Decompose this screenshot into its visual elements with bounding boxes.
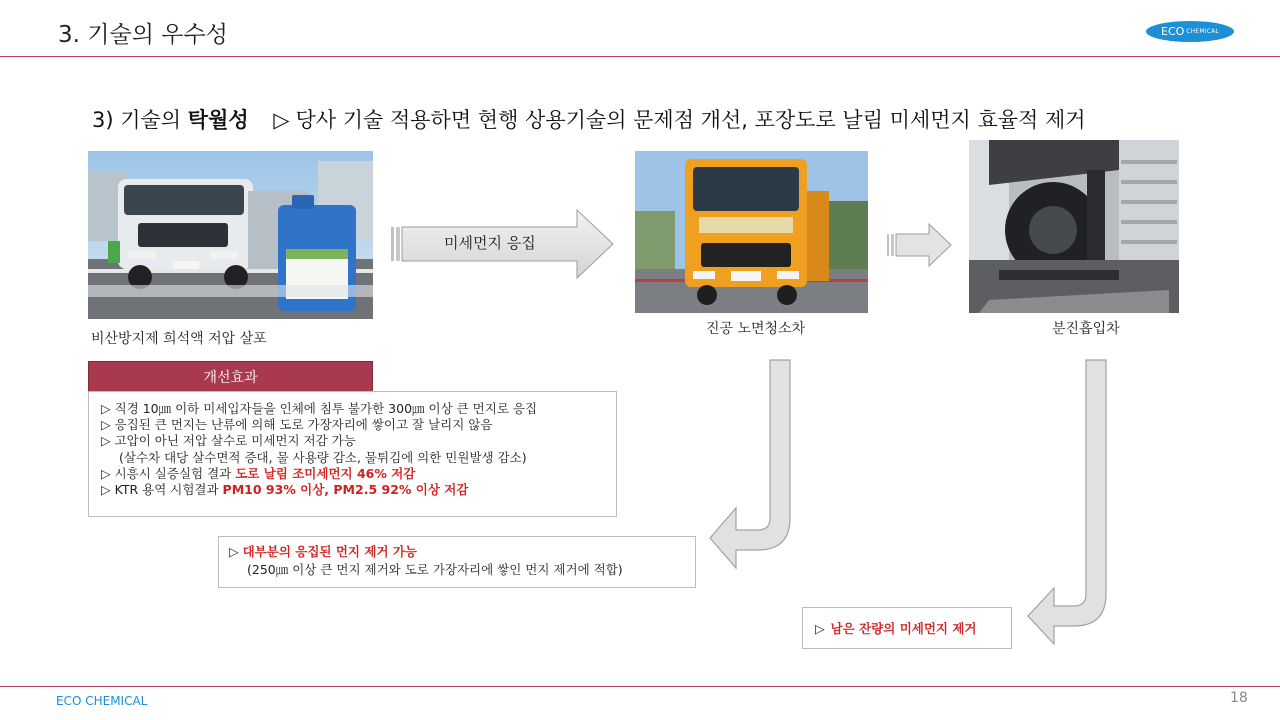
triangle-marker-icon: ▷ [101, 433, 111, 449]
page-number: 18 [1230, 690, 1248, 706]
section-subtitle [92, 104, 1086, 134]
effect-item [101, 433, 606, 449]
triangle-marker-icon: ▷ [101, 401, 111, 416]
header-divider [0, 56, 1280, 57]
curved-arrow-to-result2 [1026, 358, 1110, 650]
triangle-marker-icon: ▷ [101, 417, 111, 433]
step2-caption: 진공 노면청소차 [706, 321, 806, 337]
vacuum-sweeper-photo [635, 151, 868, 313]
footer-divider [0, 686, 1280, 687]
triangle-marker-icon: ▷ [273, 108, 290, 132]
effect-item [101, 401, 606, 417]
result1-line [229, 543, 685, 561]
aggregation-arrow-label: 미세먼지 응집 [444, 234, 536, 252]
triangle-marker-icon: ▷ [101, 465, 111, 481]
subtitle-bold: 탁월성 [187, 108, 249, 132]
page-title: 3. 기술의 우수성 [58, 22, 228, 48]
effect-item [101, 450, 606, 466]
result1-highlight: 대부분의 응집된 먼지 제거 가능 [242, 544, 417, 559]
subtitle-text: 당사 기술 적용하면 현행 상용기술의 문제점 개선, 포장도로 날림 미세먼지 효율적 제거 [295, 108, 1086, 132]
triangle-marker-icon: ▷ [229, 544, 239, 559]
effect-item [101, 417, 606, 433]
effects-header: 개선효과 [88, 361, 373, 392]
result-box-sweeper [218, 536, 696, 588]
effect-item-text: 응집된 큰 먼지는 난류에 의해 도로 가장자리에 쌓이고 잘 날리지 않음 [114, 417, 493, 433]
dust-suction-truck-photo [969, 140, 1179, 313]
logo-main-text: ECO [1161, 25, 1185, 38]
effect-item-highlight: 도로 날림 조미세먼지 46% 저감 [235, 465, 416, 481]
step1-caption: 비산방지제 희석액 저압 살포 [91, 331, 267, 347]
eco-chemical-logo [1146, 21, 1234, 42]
effect-item-text: 직경 10㎛ 이하 미세입자들을 인체에 침투 불가한 300㎛ 이상 큰 먼지로 응집 [114, 401, 538, 416]
subtitle-prefix: 3) 기술의 [92, 108, 182, 132]
result1-detail: (250㎛ 이상 큰 먼지 제거와 도로 가장자리에 쌓인 먼지 제거에 적합) [247, 562, 623, 577]
result2-highlight: 남은 잔량의 미세먼지 제거 [830, 621, 977, 636]
effect-item-highlight: PM10 93% 이상, PM2.5 92% 이상 저감 [222, 482, 469, 498]
triangle-marker-icon: ▷ [101, 482, 111, 498]
process-arrow-suction [887, 223, 953, 267]
curved-arrow-to-result1 [706, 358, 798, 580]
footer-brand: ECO CHEMICAL [56, 694, 148, 708]
spray-truck-photo [88, 151, 373, 319]
effect-item-text: 고압이 아닌 저압 살수로 미세먼지 저감 가능 [114, 433, 356, 449]
effects-box [88, 391, 617, 517]
effect-item-text: (살수차 대당 살수면적 증대, 물 사용량 감소, 물튀김에 의한 민원발생 감소) [119, 449, 527, 465]
logo-sub-text: CHEMICAL [1186, 28, 1219, 35]
effect-item [101, 482, 606, 498]
effect-item-text: KTR 용역 시험결과 [114, 482, 223, 498]
effect-item-text: 시흥시 실증실험 결과 [114, 465, 236, 481]
triangle-marker-icon: ▷ [815, 620, 825, 636]
step3-caption: 분진흡입차 [1052, 321, 1120, 337]
effect-item [101, 466, 606, 482]
result-box-suction [802, 607, 1012, 649]
